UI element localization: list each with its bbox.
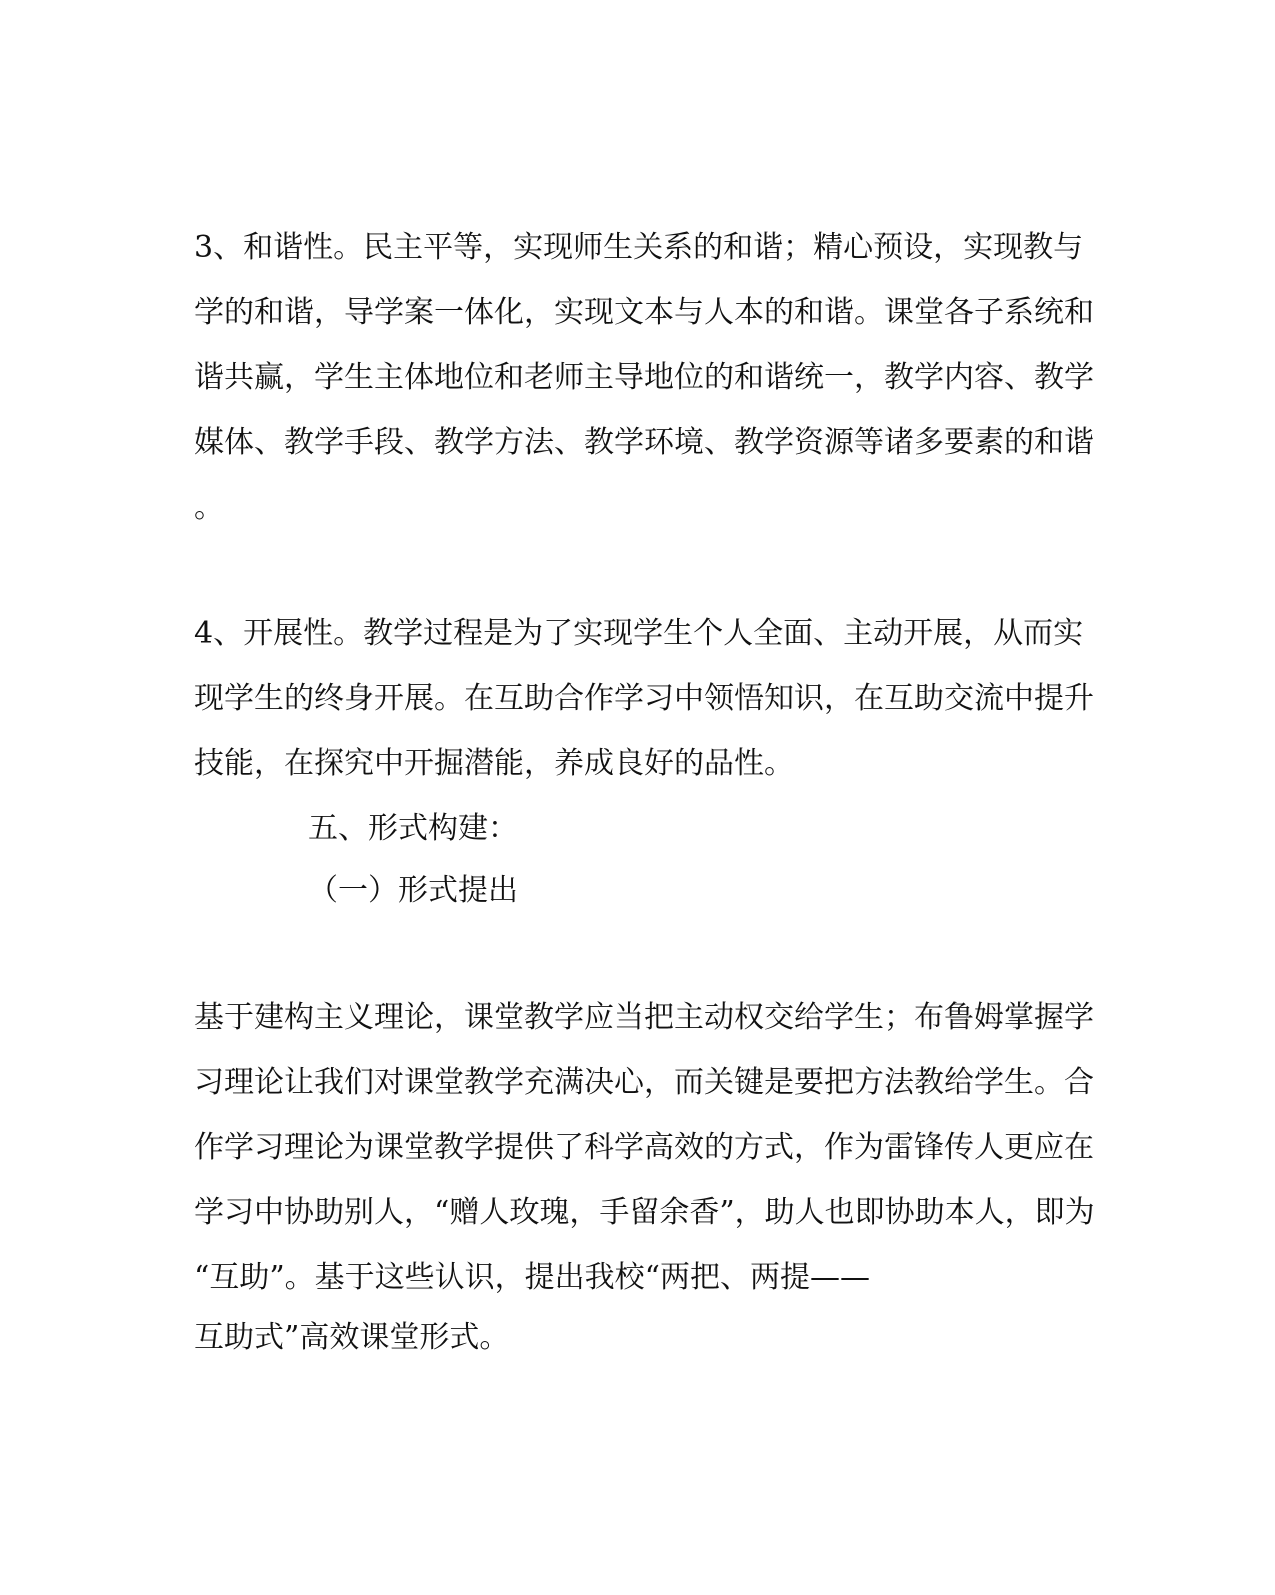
paragraph-5-line-5: “互助”。基于这些认识，提出我校“两把、两提—— [194,1260,871,1295]
paragraph-3-line-4: 媒体、教学手段、教学方法、教学环境、教学资源等诸多要素的和谐 [194,425,1094,460]
paragraph-3-line-3: 谐共赢，学生主体地位和老师主导地位的和谐统一，教学内容、教学 [194,360,1094,395]
paragraph-3-line-2: 学的和谐，导学案一体化，实现文本与人本的和谐。课堂各子系统和 [194,295,1094,330]
subsection-heading: （一）形式提出 [308,873,518,908]
section-heading: 五、形式构建： [308,811,518,846]
paragraph-4-line-1: 4、开展性。教学过程是为了实现学生个人全面、主动开展，从而实 [194,616,1084,651]
paragraph-5-line-6: 互助式”高效课堂形式。 [194,1320,510,1355]
paragraph-3-line-1: 3、和谐性。民主平等，实现师生关系的和谐；精心预设，实现教与 [194,230,1084,265]
paragraph-5-line-1: 基于建构主义理论，课堂教学应当把主动权交给学生；布鲁姆掌握学 [194,1000,1094,1035]
paragraph-5-line-4: 学习中协助别人，“赠人玫瑰，手留余香”，助人也即协助本人，即为 [194,1195,1095,1230]
paragraph-3-line-5: 。 [194,490,224,525]
paragraph-4-line-3: 技能，在探究中开掘潜能，养成良好的品性。 [194,746,794,781]
paragraph-5-line-2: 习理论让我们对课堂教学充满决心，而关键是要把方法教给学生。合 [194,1065,1094,1100]
paragraph-4-line-2: 现学生的终身开展。在互助合作学习中领悟知识，在互助交流中提升 [194,681,1094,716]
paragraph-5-line-3: 作学习理论为课堂教学提供了科学高效的方式，作为雷锋传人更应在 [194,1130,1094,1165]
